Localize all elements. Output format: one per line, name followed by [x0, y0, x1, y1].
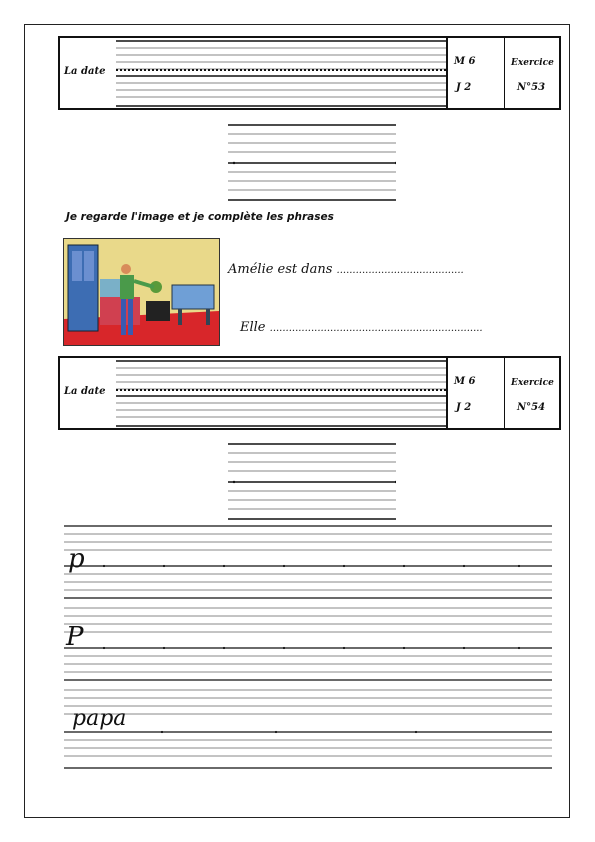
room-illustration: [63, 238, 220, 346]
date-dotted-line: [116, 69, 446, 71]
m-label: M 6: [454, 376, 476, 387]
exercise-label: Exercice: [511, 58, 554, 68]
date-dotted-line: [116, 389, 446, 391]
sentence-1-blank[interactable]: ........................................: [336, 265, 464, 276]
date-label: La date: [64, 66, 106, 77]
exercise-54-header: [58, 356, 561, 430]
writing-lines-block[interactable]: [228, 124, 396, 202]
model-letter-p: p: [68, 544, 85, 574]
sentence-1-text: Amélie est dans: [228, 262, 333, 277]
instruction-text: Je regarde l'image et je complète les phrases: [66, 211, 334, 223]
date-writing-lines[interactable]: [116, 360, 446, 428]
date-label: La date: [64, 386, 106, 397]
exercise-number: N°54: [517, 402, 546, 413]
handwriting-practice-lines[interactable]: [64, 524, 552, 774]
j-label: J 2: [456, 82, 472, 93]
sentence-2-blank[interactable]: ...................................................................: [269, 323, 483, 334]
exercise-cell: [504, 358, 559, 428]
model-letter-capital-p: P: [66, 622, 84, 652]
sentence-2: [240, 320, 483, 335]
sentence-1: [228, 262, 464, 277]
m-label: M 6: [454, 56, 476, 67]
sentence-2-text: Elle: [240, 320, 266, 335]
date-writing-lines[interactable]: [116, 40, 446, 108]
exercise-number: N°53: [517, 82, 546, 93]
mj-cell: [446, 38, 504, 108]
j-label: J 2: [456, 402, 472, 413]
writing-lines-block[interactable]: [228, 443, 396, 521]
mj-cell: [446, 358, 504, 428]
exercise-label: Exercice: [511, 378, 554, 388]
exercise-53-header: [58, 36, 561, 110]
exercise-cell: [504, 38, 559, 108]
model-word-papa: papa: [72, 706, 127, 731]
